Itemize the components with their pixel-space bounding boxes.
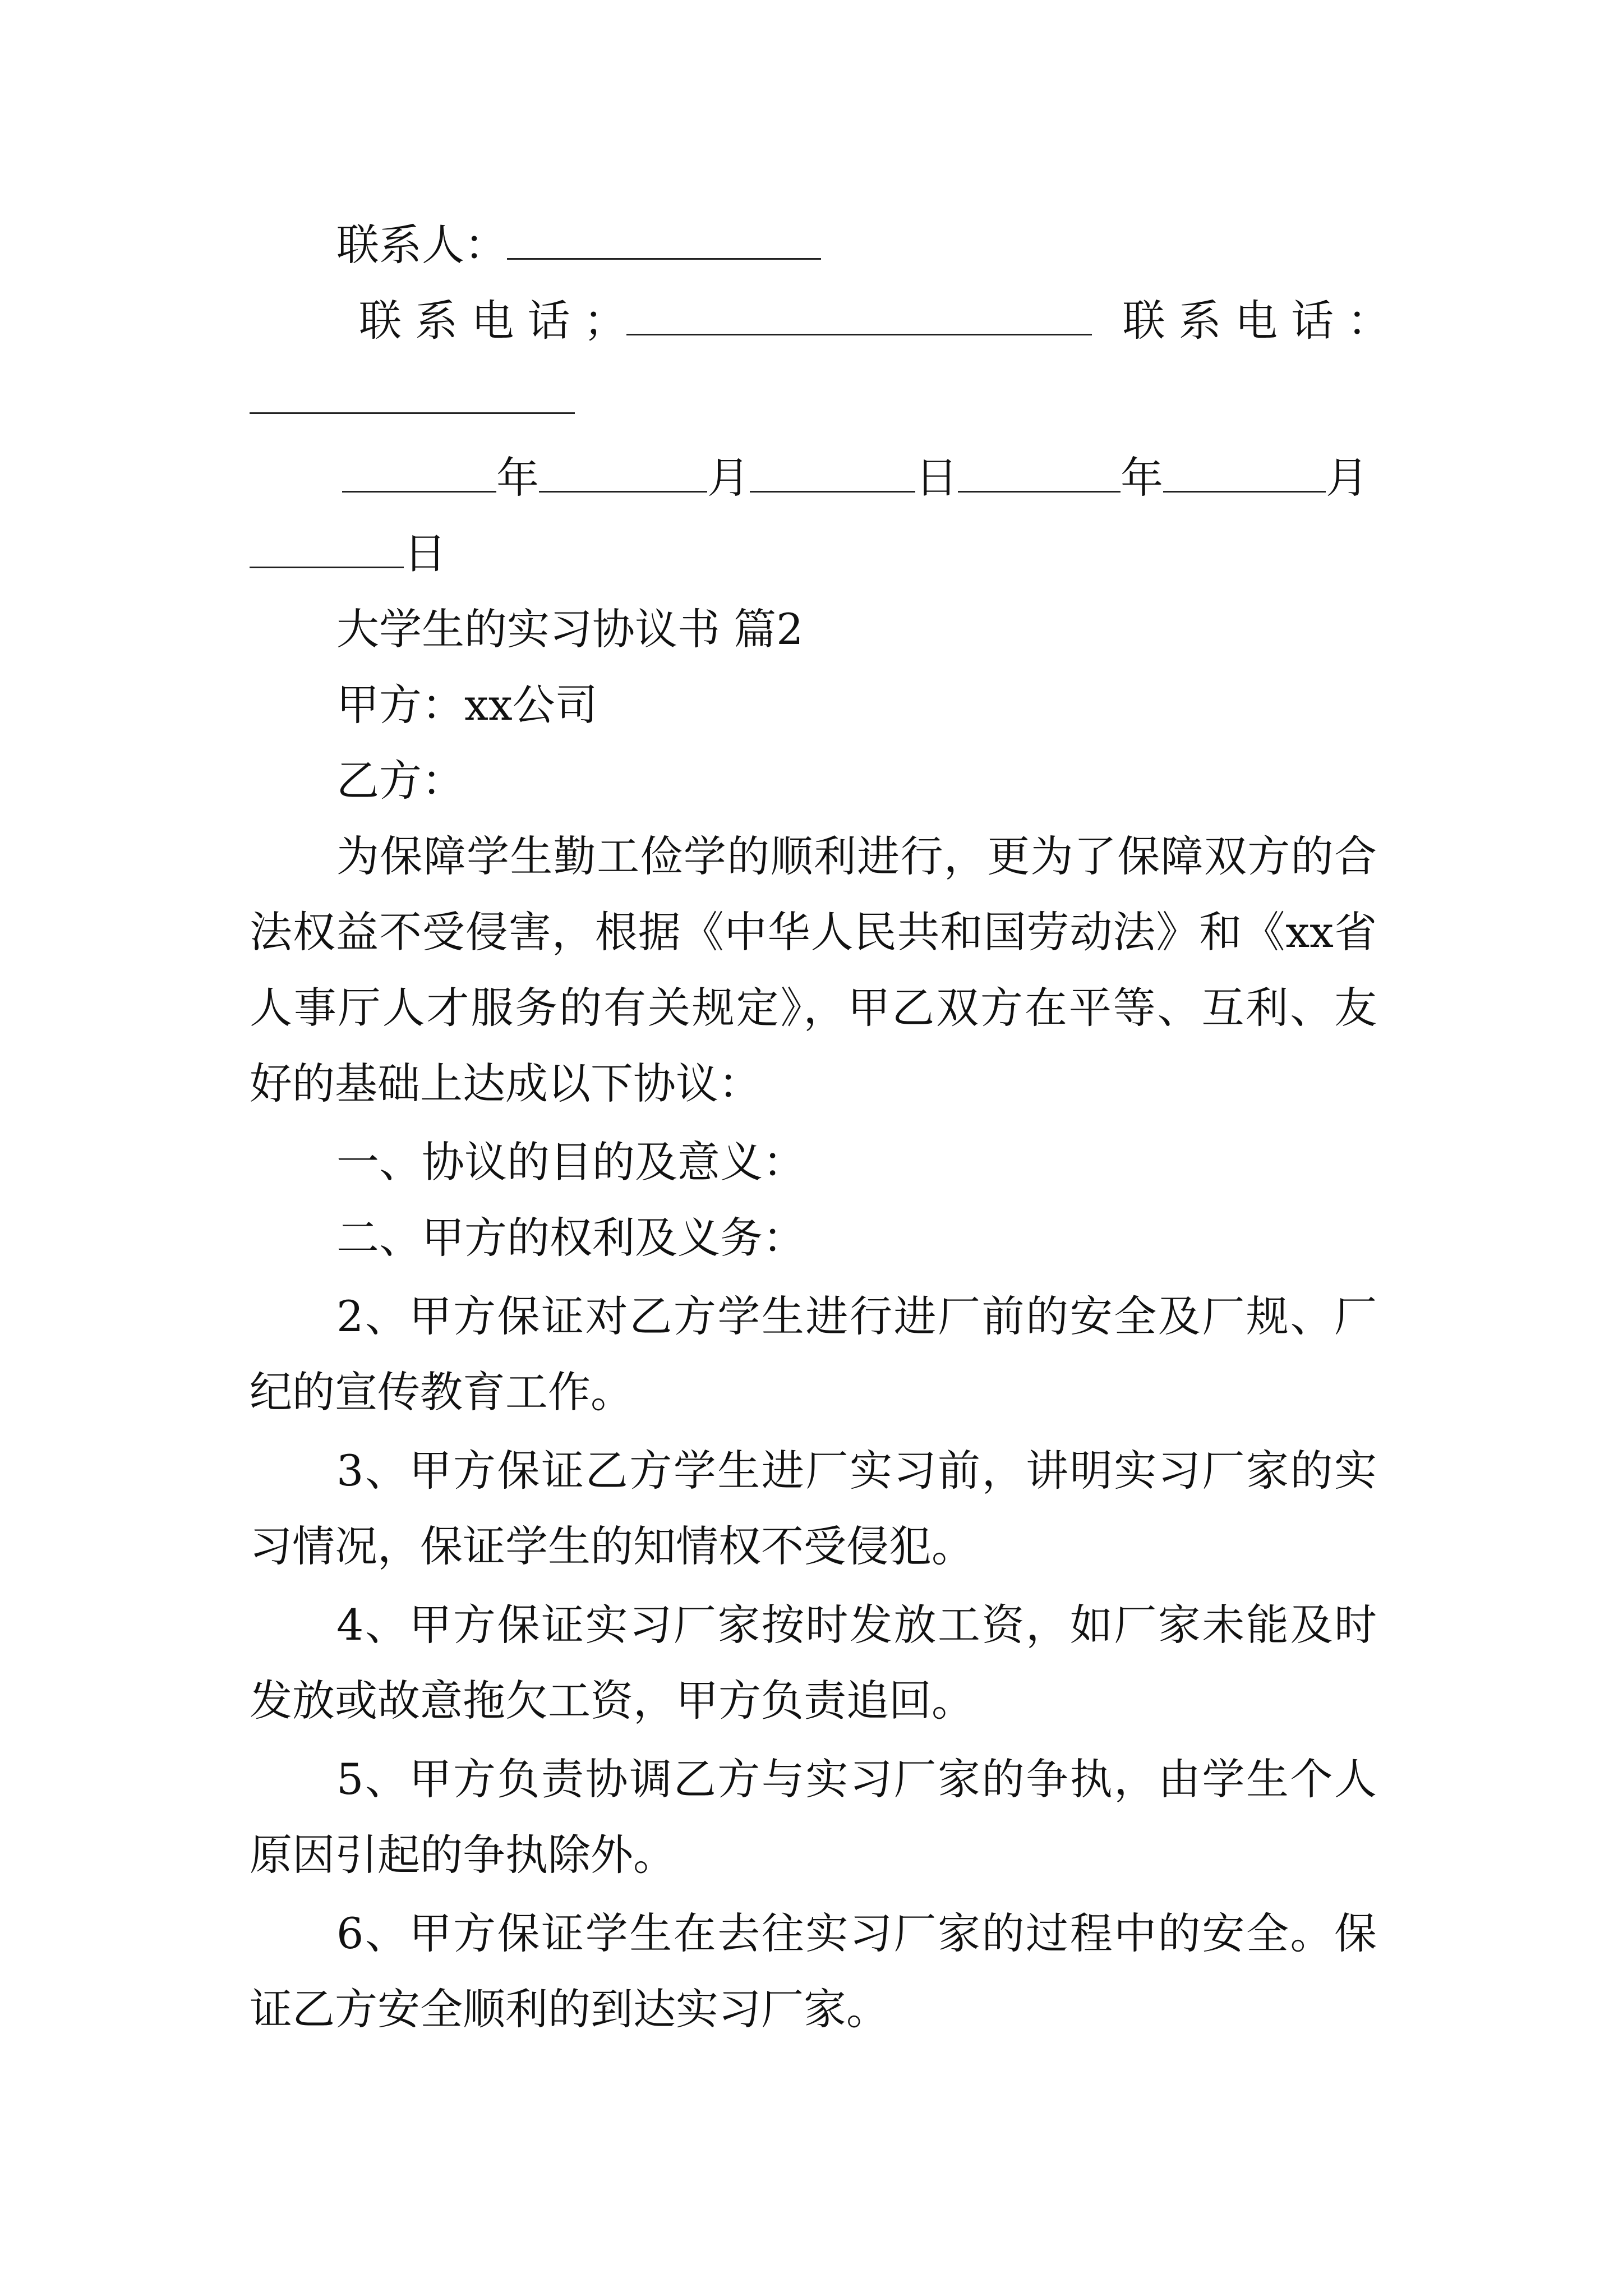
contact-phone-blank-1 [626, 298, 1092, 335]
contact-person-line [336, 216, 1377, 274]
intro-line-4: 好的基础上达成以下协议： [250, 1059, 761, 1108]
intro-line-1: 为保障学生勤工俭学的顺利进行，更为了保障双方的合 [336, 831, 1377, 881]
contact-phone-label-2: 联 系 电 话 ： [1122, 296, 1390, 346]
item-5-line-2: 原因引起的争执除外。 [250, 1830, 676, 1880]
month-blank-2 [1163, 455, 1326, 493]
year-label-1: 年 [496, 453, 539, 503]
party-a: 甲方：xx公司 [336, 680, 598, 730]
day-blank-2 [250, 531, 404, 568]
doc-heading: 大学生的实习协议书 篇2 [336, 604, 804, 654]
month-blank-1 [539, 455, 707, 493]
item-6-line-1: 6、甲方保证学生在去往实习厂家的过程中的安全。保 [336, 1908, 1377, 1958]
contact-phone-blank-2 [250, 412, 575, 414]
day-label-1: 日 [915, 453, 958, 503]
section-2-heading: 二、甲方的权利及义务： [336, 1213, 805, 1263]
date-line-cont [250, 524, 1377, 583]
day-blank-1 [750, 455, 915, 493]
date-line [342, 449, 1385, 507]
item-3-line-2: 习情况，保证学生的知情权不受侵犯。 [250, 1521, 974, 1571]
contact-phone-label-1: 联 系 电 话 ； [359, 296, 626, 346]
item-5-line-1: 5、甲方负责协调乙方与实习厂家的争执，由学生个人 [336, 1754, 1377, 1804]
contact-person-blank [507, 222, 821, 260]
item-4-line-1: 4、甲方保证实习厂家按时发放工资，如厂家未能及时 [336, 1600, 1377, 1650]
year-blank-1 [342, 455, 496, 493]
party-b: 乙方： [336, 756, 464, 806]
contact-phone-line [359, 292, 1390, 350]
intro-line-2: 法权益不受侵害，根据《中华人民共和国劳动法》和《xx省 [250, 907, 1377, 957]
year-label-2: 年 [1121, 453, 1163, 503]
month-label-1: 月 [707, 453, 750, 503]
section-1-heading: 一、协议的目的及意义： [336, 1137, 805, 1187]
contact-person-label: 联系人： [336, 220, 507, 270]
item-3-line-1: 3、甲方保证乙方学生进厂实习前，讲明实习厂家的实 [336, 1446, 1377, 1496]
year-blank-2 [958, 455, 1121, 493]
item-2-line-1: 2、甲方保证对乙方学生进行进厂前的安全及厂规、厂 [336, 1291, 1377, 1341]
day-label-2: 日 [404, 528, 446, 578]
intro-line-3: 人事厅人才服务的有关规定》，甲乙双方在平等、互利、友 [250, 983, 1377, 1033]
month-label-2: 月 [1326, 453, 1368, 503]
item-2-line-2: 纪的宣传教育工作。 [250, 1367, 633, 1417]
item-6-line-2: 证乙方安全顺利的到达实习厂家。 [250, 1984, 889, 2034]
item-4-line-2: 发放或故意拖欠工资，甲方负责追回。 [250, 1676, 974, 1726]
